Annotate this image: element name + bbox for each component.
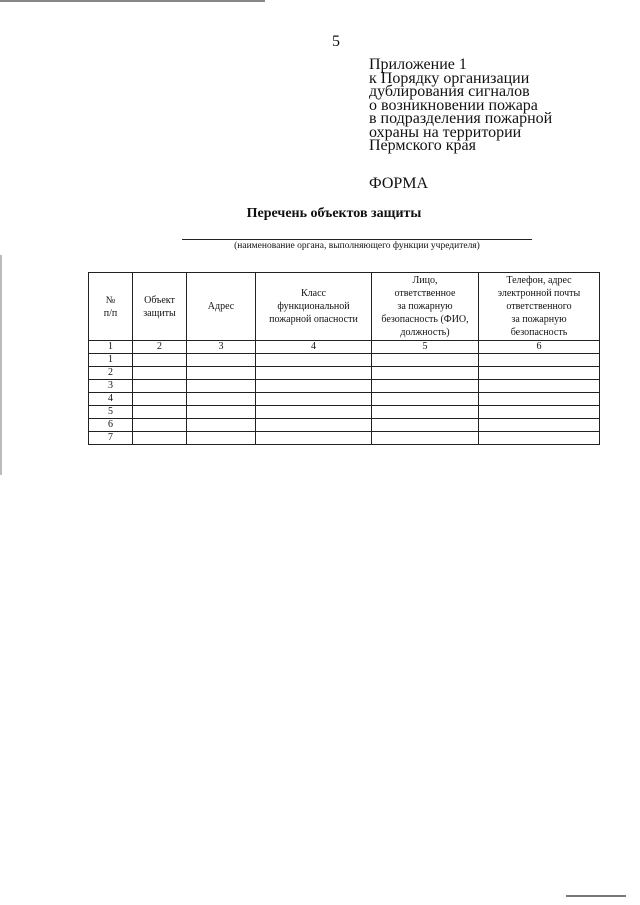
- header-line: п/п: [103, 307, 118, 319]
- header-number: [89, 273, 133, 341]
- table-cell: [133, 380, 187, 393]
- table-cell: [256, 354, 372, 367]
- column-number: 4: [256, 341, 372, 354]
- appendix-block: [369, 58, 609, 153]
- table-cell: [256, 406, 372, 419]
- column-number-row: [89, 341, 600, 354]
- table-cell: [187, 432, 256, 445]
- table-row: [89, 419, 600, 432]
- column-number: 5: [372, 341, 479, 354]
- appendix-line: в подразделения пожарной: [369, 110, 553, 127]
- header-address: [187, 273, 256, 341]
- table-cell: [187, 419, 256, 432]
- header-line: функциональной: [277, 301, 350, 312]
- row-number: 7: [89, 432, 133, 445]
- table-cell: [372, 380, 479, 393]
- form-label: ФОРМА: [369, 175, 429, 192]
- header-line: за пожарную: [511, 314, 567, 325]
- header-line: №: [105, 294, 116, 306]
- table-cell: [133, 419, 187, 432]
- header-line: пожарной опасности: [269, 314, 358, 325]
- header-line: Адрес: [207, 301, 235, 312]
- appendix-line: дублирования сигналов: [369, 83, 530, 100]
- appendix-line: к Порядку организации: [369, 69, 530, 87]
- table-cell: [187, 393, 256, 406]
- header-responsible-person: [372, 273, 479, 341]
- table-cell: [479, 432, 600, 445]
- header-line: ответственное: [394, 288, 456, 299]
- table-cell: [479, 380, 600, 393]
- appendix-line: о возникновении пожара: [369, 96, 538, 114]
- table-cell: [372, 419, 479, 432]
- header-line: безопасность: [510, 327, 568, 338]
- header-contact: [479, 273, 600, 341]
- table-cell: [372, 354, 479, 367]
- row-number: 1: [89, 354, 133, 367]
- table-cell: [372, 393, 479, 406]
- table-cell: [479, 393, 600, 406]
- header-line: безопасность (ФИО,: [381, 314, 469, 325]
- table-row: [89, 380, 600, 393]
- table-cell: [256, 380, 372, 393]
- header-object: [133, 273, 187, 341]
- header-line: защиты: [143, 307, 176, 319]
- table-cell: [133, 406, 187, 419]
- table-cell: [133, 432, 187, 445]
- table-cell: [372, 367, 479, 380]
- scan-artifact-top: [0, 0, 265, 2]
- row-number: 6: [89, 419, 133, 432]
- scan-artifact-bottom: [566, 895, 626, 897]
- column-number: 1: [89, 341, 133, 354]
- header-line: Класс: [301, 288, 326, 299]
- table-cell: [187, 380, 256, 393]
- table-row: [89, 406, 600, 419]
- table-cell: [372, 432, 479, 445]
- column-number: 2: [133, 341, 187, 354]
- header-line: электронной почты: [497, 288, 581, 299]
- row-number: 4: [89, 393, 133, 406]
- page-number: 5: [332, 33, 340, 50]
- table-row: [89, 432, 600, 445]
- header-line: за пожарную: [397, 301, 453, 312]
- table-cell: [479, 419, 600, 432]
- table-cell: [479, 406, 600, 419]
- header-line: Лицо,: [412, 275, 438, 286]
- table-cell: [479, 354, 600, 367]
- row-number: 2: [89, 367, 133, 380]
- table-row: [89, 354, 600, 367]
- objects-table: [88, 272, 600, 445]
- header-line: должность): [400, 327, 450, 338]
- row-number: 3: [89, 380, 133, 393]
- org-name-line: [182, 239, 532, 240]
- table-cell: [187, 406, 256, 419]
- table-header-row: [89, 273, 600, 341]
- table-cell: [256, 432, 372, 445]
- document-title: Перечень объектов защиты: [246, 206, 422, 221]
- appendix-line: охраны на территории: [369, 123, 522, 141]
- table-cell: [256, 419, 372, 432]
- table-cell: [187, 367, 256, 380]
- row-number: 5: [89, 406, 133, 419]
- column-number: 6: [479, 341, 600, 354]
- table-cell: [133, 354, 187, 367]
- org-name-caption: (наименование органа, выполняющего функции учредителя): [234, 241, 480, 251]
- table-row: [89, 393, 600, 406]
- header-hazard-class: [256, 273, 372, 341]
- table-cell: [133, 367, 187, 380]
- table-cell: [133, 393, 187, 406]
- table-cell: [187, 354, 256, 367]
- header-line: ответственного: [506, 301, 572, 312]
- column-number: 3: [187, 341, 256, 354]
- table-row: [89, 367, 600, 380]
- appendix-line: Приложение 1: [369, 56, 467, 73]
- table-cell: [256, 367, 372, 380]
- scan-artifact-left: [0, 255, 2, 475]
- header-line: Телефон, адрес: [506, 275, 572, 286]
- appendix-line: Пермского края: [369, 137, 476, 154]
- table-cell: [479, 367, 600, 380]
- table-cell: [256, 393, 372, 406]
- header-line: Объект: [144, 294, 175, 306]
- table-cell: [372, 406, 479, 419]
